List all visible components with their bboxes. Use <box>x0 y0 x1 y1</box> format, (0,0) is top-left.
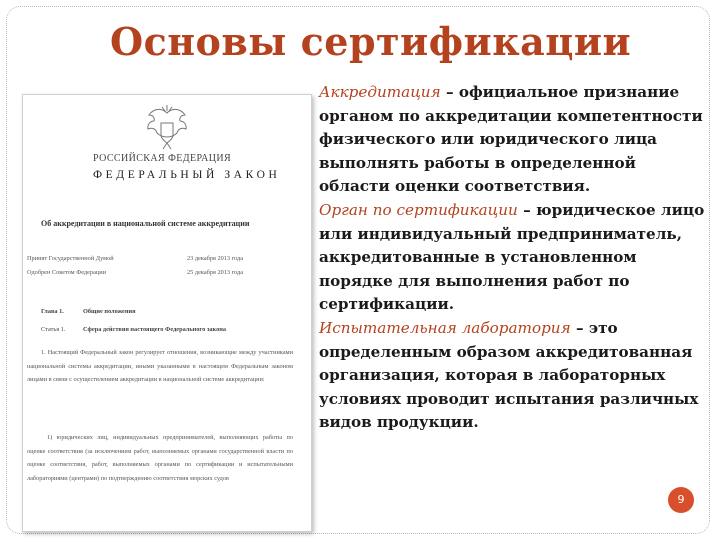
law-paragraph: 1. Настоящий Федеральный закон регулирует отношения, возникающие между участниками национальной системы аккредитации, иными указанными в настоящем Федеральным законом лицами в связи с осуществлением аккредитации в национальной системе аккредитации: <box>27 349 293 383</box>
chapter-name: Общие положения <box>83 308 136 315</box>
adoption-date: 23 декабря 2013 года <box>187 255 244 262</box>
definition-certification-body <box>319 199 705 317</box>
definition-text: – юридическое лицо или индивидуальный предприниматель, аккредитованные в установленном порядке для выполнения работ по сертификации. <box>319 200 705 314</box>
law-heading: ФЕДЕРАЛЬНЫЙ ЗАКОН <box>93 169 281 181</box>
law-paragraph: 1) юридических лиц, индивидуальных предпринимателей, выполняющих работы по оценке соответствия (за исключением работ, выполняемых органами государственной власти по оценке соответствия, работ, выполняемых органами по сертификации и испытательными лабораториями (центрами) по подтверждению соответствия морских судов <box>27 434 293 482</box>
russian-eagle-emblem-icon <box>141 103 193 153</box>
federation-line: РОССИЙСКАЯ ФЕДЕРАЦИЯ <box>93 153 232 164</box>
article-name: Сфера действия настоящего Федерального закона <box>83 326 227 333</box>
definition-term: Орган по сертификации <box>319 200 518 219</box>
law-title: Об аккредитации в национальной системе аккредитации <box>41 219 250 228</box>
definition-term: Аккредитация <box>319 83 441 101</box>
definitions-text <box>319 81 705 435</box>
law-document-image <box>22 94 312 532</box>
slide-title: Основы сертификации <box>110 19 632 64</box>
page-number-badge: 9 <box>668 487 694 513</box>
definition-text: – официальное признание органом по аккредитации компетентности физического или юридического лица выполнять работы в определенной области оценки соответствия. <box>319 83 703 196</box>
definition-text: – это определенным образом аккредитованная организация, которая в лабораторных условиях проводит испытания различных видов продукции. <box>319 318 699 432</box>
definition-testing-laboratory <box>319 317 705 435</box>
definition-term: Испытательная лаборатория <box>319 318 571 337</box>
chapter-number: Глава 1. <box>41 308 64 315</box>
adoption-date: 25 декабря 2013 года <box>187 269 244 276</box>
definition-accreditation <box>319 81 705 199</box>
adoption-label: Одобрен Советом Федерации <box>27 269 106 276</box>
adoption-label: Принят Государственной Думой <box>27 255 114 262</box>
article-number: Статья 1. <box>41 326 66 333</box>
